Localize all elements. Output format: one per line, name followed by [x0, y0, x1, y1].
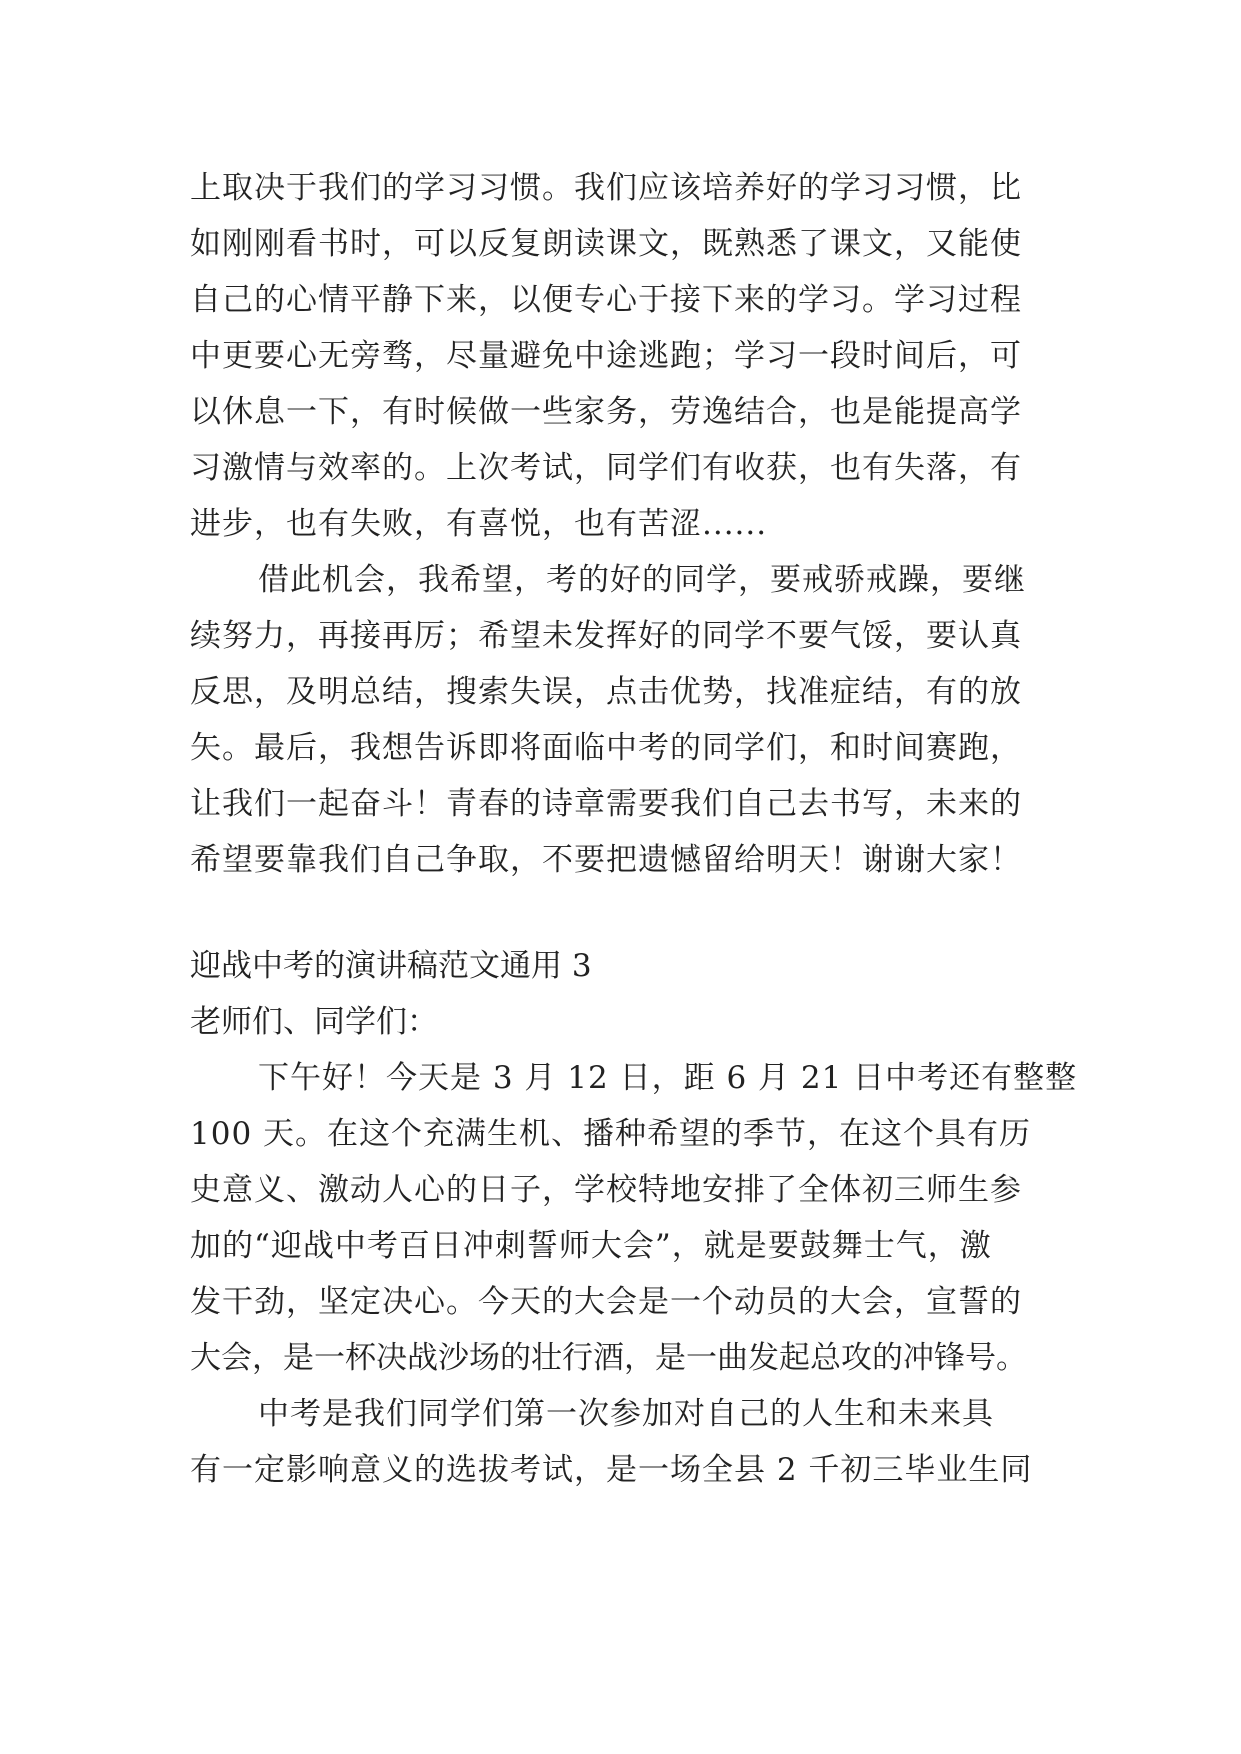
text-line: 反思，及明总结，搜索失误，点击优势，找准症结，有的放	[190, 674, 1022, 710]
text-line: 续努力，再接再厉；希望未发挥好的同学不要气馁，要认真	[190, 618, 1022, 654]
text-line: 习激情与效率的。上次考试，同学们有收获，也有失落，有	[190, 450, 1022, 486]
text-line: 上取决于我们的学习习惯。我们应该培养好的学习习惯，比	[190, 170, 1022, 206]
text-line: 有一定影响意义的选拔考试，是一场全县 2 千初三毕业生同	[190, 1452, 1033, 1488]
text-line: 希望要靠我们自己争取，不要把遗憾留给明天！谢谢大家！	[190, 842, 1022, 878]
section-title: 迎战中考的演讲稿范文通用 3	[190, 948, 592, 984]
text-line: 让我们一起奋斗！青春的诗章需要我们自己去书写，未来的	[190, 786, 1022, 822]
text-line: 如刚刚看书时，可以反复朗读课文，既熟悉了课文，又能使	[190, 226, 1022, 262]
text-line: 中更要心无旁骛，尽量避免中途逃跑；学习一段时间后，可	[190, 338, 1022, 374]
text-line: 100 天。在这个充满生机、播种希望的季节，在这个具有历	[190, 1116, 1032, 1152]
text-line: 中考是我们同学们第一次参加对自己的人生和未来具	[258, 1396, 994, 1432]
text-line: 大会，是一杯决战沙场的壮行酒，是一曲发起总攻的冲锋号。	[190, 1340, 1027, 1376]
text-line: 史意义、激动人心的日子，学校特地安排了全体初三师生参	[190, 1172, 1022, 1208]
text-line: 以休息一下，有时候做一些家务，劳逸结合，也是能提高学	[190, 394, 1022, 430]
text-line: 发干劲，坚定决心。今天的大会是一个动员的大会，宣誓的	[190, 1284, 1022, 1320]
text-line: 自己的心情平静下来，以便专心于接下来的学习。学习过程	[190, 282, 1022, 318]
text-line: 进步，也有失败，有喜悦，也有苦涩......	[190, 506, 768, 542]
text-line: 矢。最后，我想告诉即将面临中考的同学们，和时间赛跑，	[190, 730, 1022, 766]
text-line: 下午好！今天是 3 月 12 日，距 6 月 21 日中考还有整整	[258, 1060, 1078, 1096]
text-line: 加的“迎战中考百日冲刺誓师大会”，就是要鼓舞士气，激	[190, 1228, 992, 1264]
salutation: 老师们、同学们：	[190, 1004, 438, 1040]
text-line: 借此机会，我希望，考的好的同学，要戒骄戒躁，要继	[258, 562, 1026, 598]
